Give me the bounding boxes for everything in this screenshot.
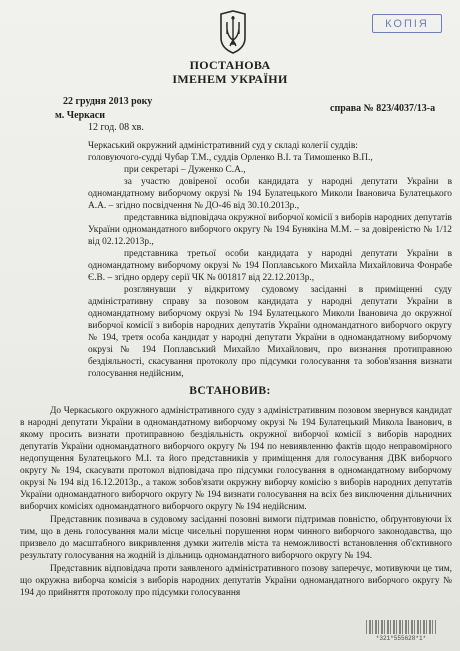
findings-paragraph: До Черкаського окружного адміністративного суду з адміністративним позовом звернувся кандидат в народні депутати України в одномандатному виборчому окрузі № 194 Булатецький Микола Іванович, в якому просить визнати протиправною бездіяльність окружної виборчої комісії з виборів народних депутатів України одномандатного виборчого округу № 194 по невиявленню фактів щодо неправомірного недопущення Булатецького М.І. та його представників у приміщення для голосування ДВК виборчого округу № 194, скасувати протокол відповідача про підсумки голосування в одномандатному виборчому окрузі № 194 від 16.12.2013р., а також зобов'язати окружну виборчу комісію з виборів народних депутатів України одномандатного виборчого округу № 194 визнати голосування на всіх без виключення дільничних виборчих комісіях одномандатного виборчого округу № 194 недійсним. [20,406,452,512]
document-subtitle: ІМЕНЕМ УКРАЇНИ [172,72,288,86]
decision-city: м. Черкаси [55,110,105,121]
section-heading: ВСТАНОВИВ: [189,385,271,397]
secretary-line: при секретарі – Дуженко С.А., [124,165,246,175]
intro-paragraph: за участю довіреної особи кандидата у народні депутати України в одномандатному виборчому окрузі № 194 Булатецького Миколи Івановича Булатецького А.А. – згідно посвідчення № ДО-46 від 30.10.2013р., [88,177,452,211]
intro-paragraph: представника відповідача окружної виборчої комісії з виборів народних депутатів України одномандатного виборчого округу № 194 Бунякіна М.М. – за довіреністю № 1/12 від 02.12.2013р., [88,213,452,247]
intro-paragraph: розглянувши у відкритому судовому засіданні в приміщенні суду адміністративну справу за позовом кандидата у народні депутати України в одномандатному виборчому окрузі № 194 Булатецького Миколи Івановича до окружної виборчої комісії з виборів народних депутатів України одномандатного виборчого округу № 194, третя особа кандидат у народні депутати України в одномандатному виборчому окрузі № 194 Поплавський Михайло Михайлович, про визнання протиправною бездіяльності, скасування протоколу про підсумки голосування та зобов'язання визнати голосування недійсним, [88,285,452,379]
barcode [366,620,436,634]
judges-line: головуючого-судді Чубар Т.М., суддів Орленко В.І. та Тимошенко В.П., [88,153,373,163]
barcode-number: *321*555628*1* [375,635,427,642]
findings-block [20,405,452,600]
decision-date: 22 грудня 2013 року [63,96,153,107]
court-line: Черкаський окружний адміністративний суд у складі колегії суддів: [88,141,358,151]
decision-time: 12 год. 08 хв. [88,122,144,133]
intro-block [88,140,452,380]
trident-emblem-icon [218,10,248,54]
intro-paragraph: представника третьої особи кандидата у народні депутати України в одномандатному виборчому окрузі № 194 Поплавського Михайла Михайловича Фонрабе Є.В. – згідно ордеру серії ЧК № 001817 від 22.12.2013р., [88,249,452,283]
copy-stamp: КОПІЯ [372,14,442,33]
document-title: ПОСТАНОВА [189,58,271,72]
findings-paragraph: Представник відповідача проти заявленого адміністративного позову заперечує, мотивуючи це тим, що окружна виборча комісія з виборів народних депутатів України одномандатного виборчого округу № 194 до прийняття протоколу про підсумки голосування [20,564,452,598]
findings-paragraph: Представник позивача в судовому засіданні позовні вимоги підтримав повністю, обґрунтовуючи їх тим, що в день голосування мали місце чисельні порушення норм чинного виборчого законодавства, що призвело до масштабного викривлення думки жителів міста та неможливості встановлення об'єктивного результату голосування на жодній із дільниць одномандатного виборчого округу № 194. [20,515,452,561]
case-number: справа № 823/4037/13-а [330,103,436,114]
